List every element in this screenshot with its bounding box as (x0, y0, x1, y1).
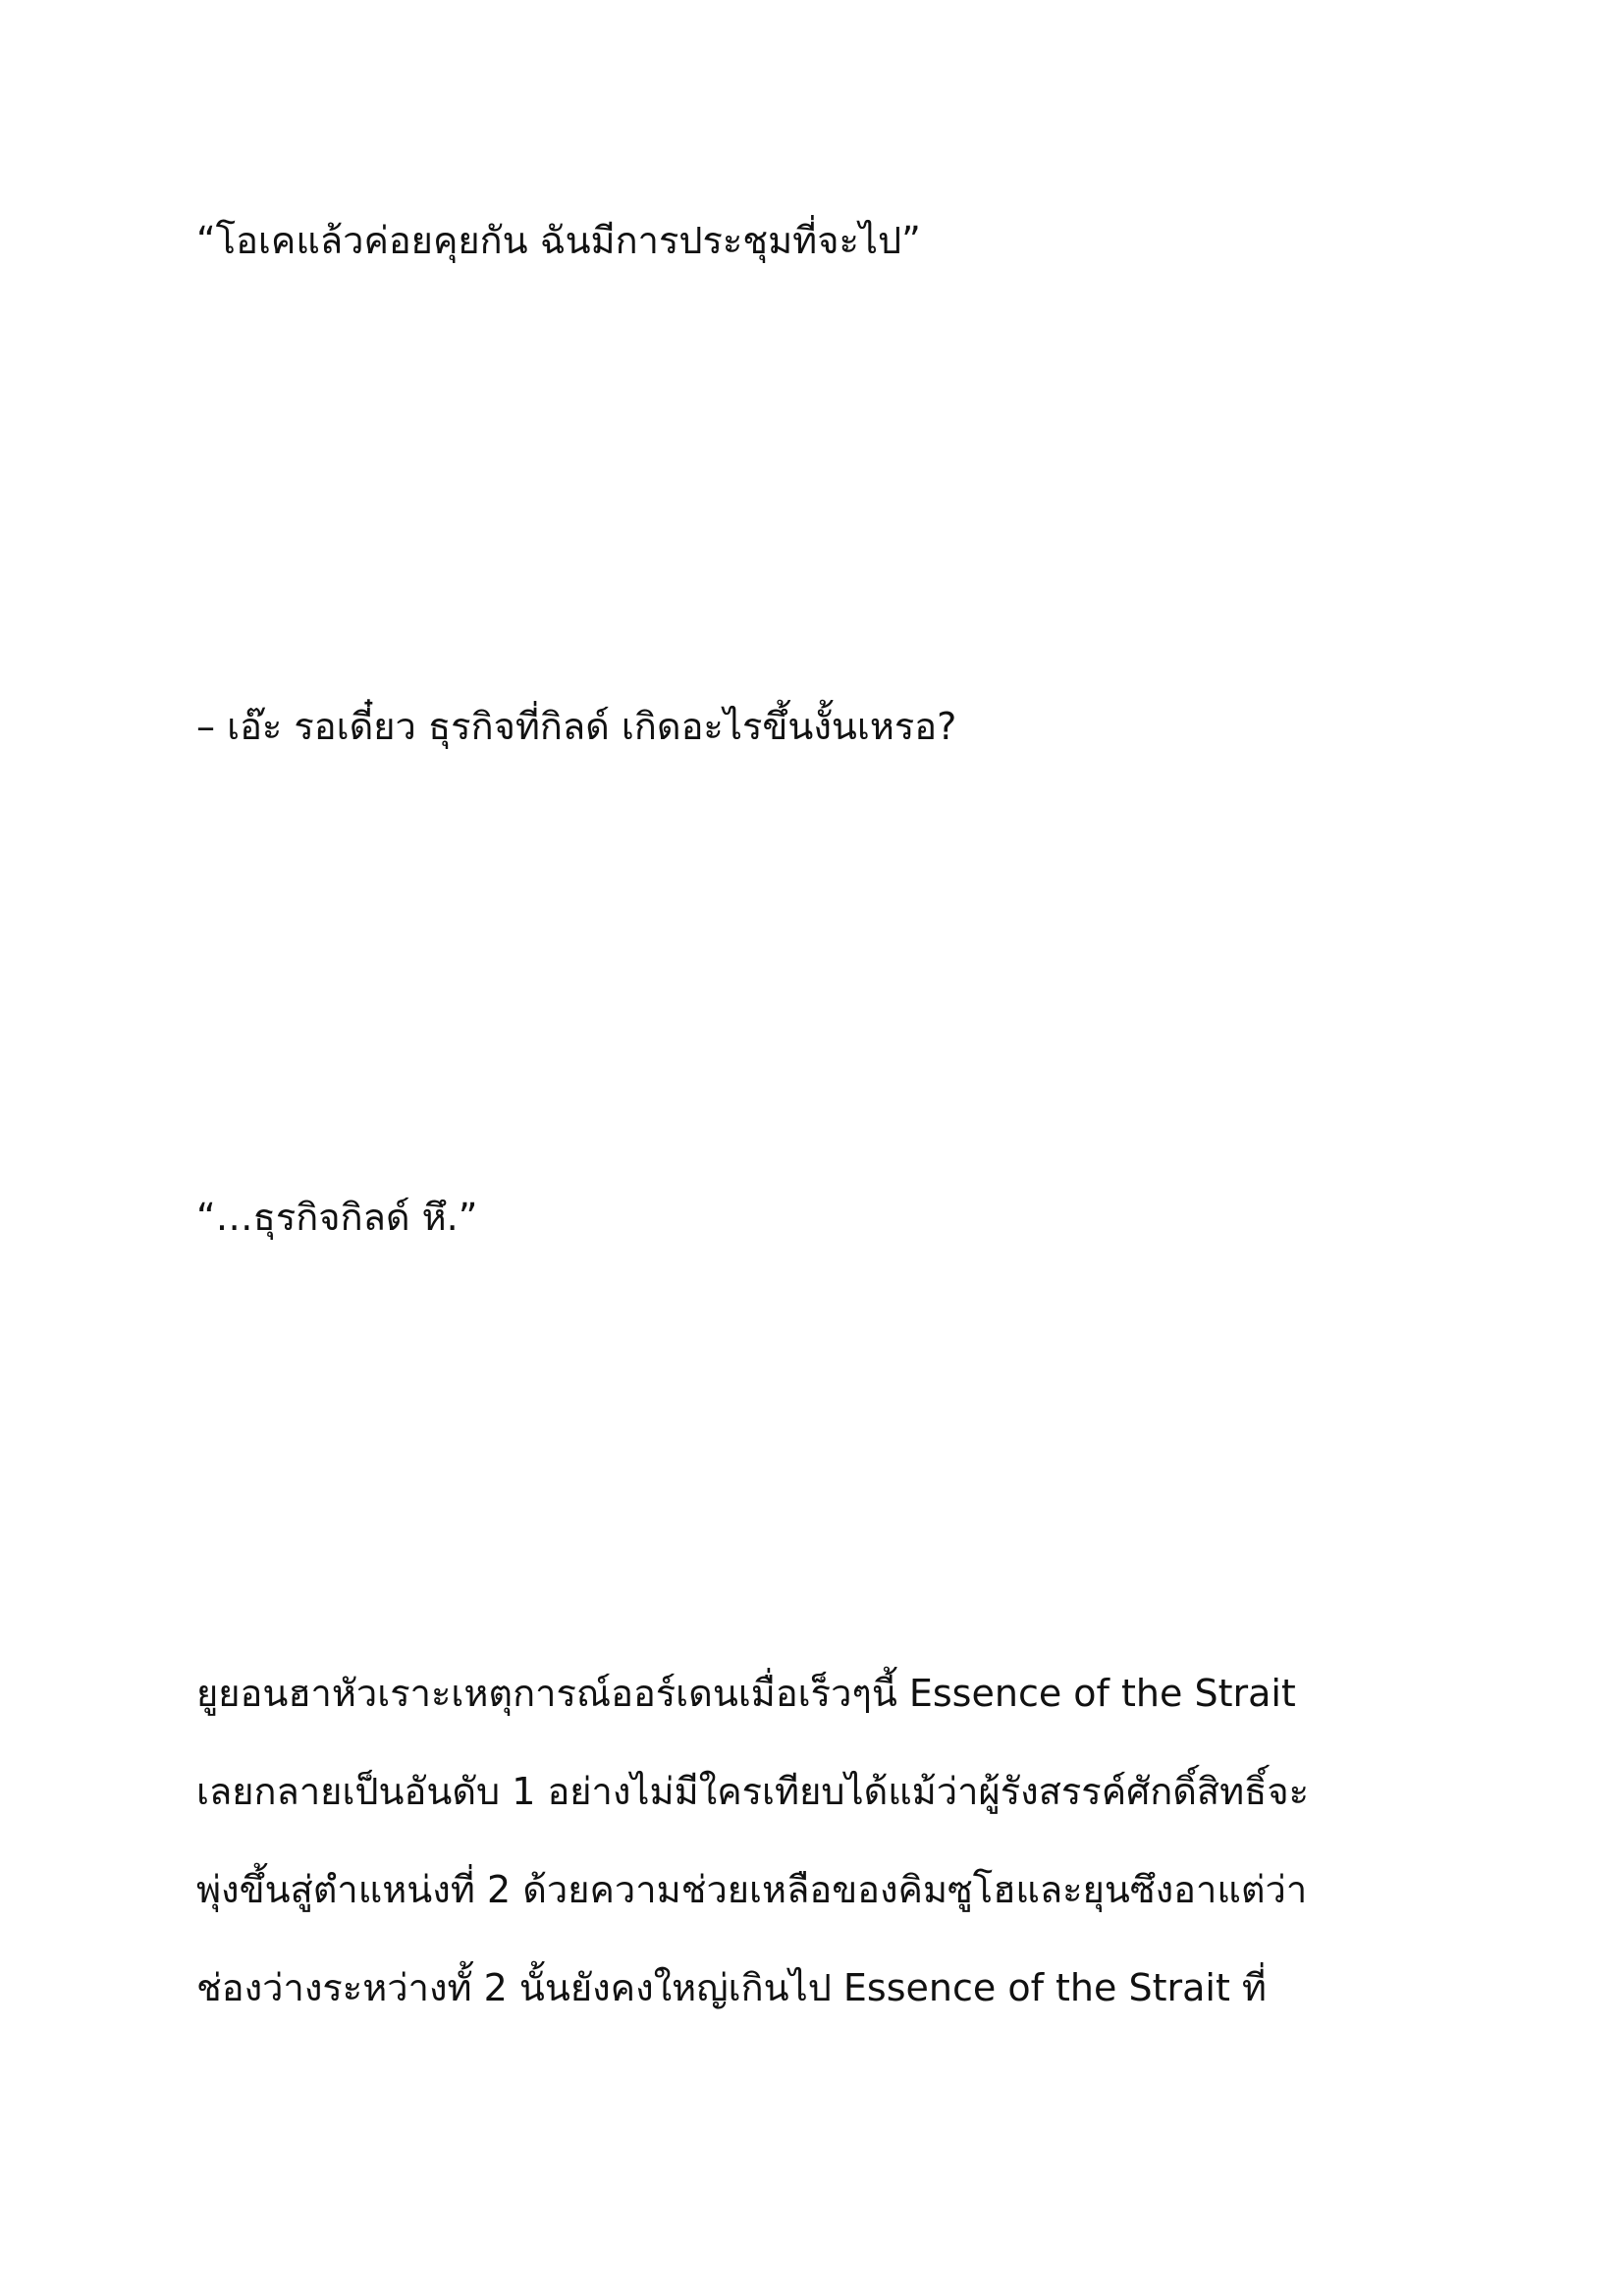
paragraph-dialogue-guild-business (196, 1168, 477, 1266)
text-line: พุ่งขึ้นสู่ตำแหน่งที่ 2 ด้วยความช่วยเหลือของคิมซูโฮและยุนซึงอาแต่ว่า (196, 1868, 1308, 1911)
text-line: “โอเคแล้วค่อยคุยกัน ฉันมีการประชุมที่จะไป” (196, 219, 921, 262)
text-line: ยูยอนฮาหัวเราะเหตุการณ์ออร์เดนเมื่อเร็วๆนี้ Essence of the Strait (196, 1672, 1296, 1715)
text-line: เลยกลายเป็นอันดับ 1 อย่างไม่มีใครเทียบได้แม้ว่าผู้รังสรรค์ศักดิ์สิทธิ์จะ (196, 1770, 1310, 1813)
paragraph-narration (196, 1644, 1309, 2037)
paragraph-dialogue-meeting (196, 191, 921, 290)
text-line: – เอ๊ะ รอเดี๋ยว ธุรกิจที่กิลด์ เกิดอะไรขึ้นงั้นเหรอ? (196, 705, 957, 748)
text-line: “…ธุรกิจกิลด์ หึ.” (196, 1196, 478, 1239)
paragraph-dialogue-guild-question (196, 677, 956, 775)
text-line: ช่องว่างระหว่างทั้ 2 นั้นยังคงใหญ่เกินไป Essence of the Strait ที่ (196, 1966, 1267, 2009)
